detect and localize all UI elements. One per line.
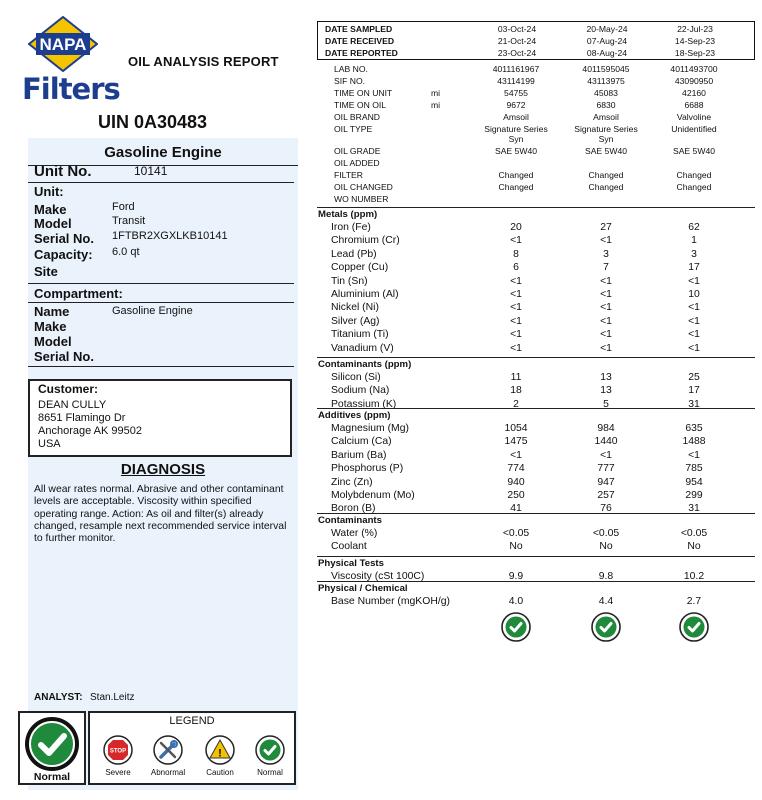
date-row — [318, 36, 754, 48]
section-divider — [317, 581, 755, 582]
divider — [28, 283, 294, 284]
sample-status-check-icon — [501, 612, 531, 642]
result-label: Aluminium (Al) — [331, 289, 399, 300]
capacity-label: Capacity: — [34, 247, 93, 262]
info-value: 4011161967 — [492, 64, 540, 74]
info-value: 43114199 — [497, 76, 535, 86]
info-unit: mi — [431, 100, 441, 110]
result-label: Boron (B) — [331, 503, 376, 515]
result-value: 41 — [510, 503, 522, 515]
serial-value: 1FTBR2XGXLKB10141 — [112, 230, 228, 242]
result-label: Viscosity (cSt 100C) — [331, 571, 425, 582]
result-value: <1 — [600, 329, 612, 341]
result-value: 1488 — [682, 436, 706, 448]
info-value: 54755 — [504, 88, 528, 98]
result-label: Vanadium (V) — [331, 342, 394, 354]
result-value: 20 — [510, 222, 522, 233]
result-value: 257 — [597, 490, 615, 501]
unit-title: Gasoline Engine — [104, 144, 222, 161]
info-row — [317, 112, 755, 124]
info-label: OIL GRADE — [334, 146, 381, 156]
wrench-icon — [153, 735, 183, 765]
result-label: Barium (Ba) — [331, 449, 387, 461]
section-divider — [317, 513, 755, 514]
result-value: 9.9 — [508, 571, 524, 582]
result-value: <1 — [510, 302, 522, 314]
info-value: 6688 — [684, 100, 704, 110]
divider — [28, 182, 294, 183]
result-value: <1 — [510, 449, 522, 461]
compartment-name-label: Name — [34, 304, 70, 319]
legend-label-severe: Severe — [105, 768, 131, 777]
result-row — [317, 262, 755, 275]
result-value: 299 — [685, 490, 703, 501]
result-value: 11 — [510, 372, 522, 383]
compartment-label: Compartment: — [34, 286, 123, 301]
result-row — [317, 249, 755, 262]
result-row — [317, 528, 755, 541]
result-value: <1 — [600, 449, 612, 461]
result-value: <1 — [600, 235, 612, 247]
result-value: 7 — [603, 262, 609, 274]
result-value: <1 — [600, 289, 612, 300]
result-row — [317, 541, 755, 554]
result-value: 13 — [600, 372, 612, 383]
result-row — [317, 329, 755, 342]
result-value: 774 — [507, 463, 525, 475]
info-value: Amsoil — [593, 112, 619, 122]
date-value: 07-Aug-24 — [586, 36, 628, 46]
result-label: Copper (Cu) — [331, 262, 389, 274]
napa-filters-logo — [22, 16, 120, 106]
legend-label-caution: Caution — [206, 768, 234, 777]
result-value: <1 — [688, 275, 700, 287]
result-value: 984 — [597, 423, 615, 434]
result-value: <1 — [688, 329, 700, 341]
info-label: OIL ADDED — [334, 158, 380, 168]
site-label: Site — [34, 264, 58, 279]
legend-item-normal — [248, 735, 292, 785]
result-label: Calcium (Ca) — [331, 436, 392, 448]
result-label: Iron (Fe) — [331, 222, 371, 233]
result-value: No — [509, 541, 523, 553]
result-value: 1440 — [594, 436, 618, 448]
info-value: Changed — [676, 182, 712, 192]
result-value: 76 — [600, 503, 612, 515]
legend-item-caution — [198, 735, 242, 785]
logo-product-text: Filters — [22, 72, 120, 106]
info-value: Changed — [676, 170, 712, 180]
date-value: 20-May-24 — [586, 24, 628, 34]
legend-label-abnormal: Abnormal — [150, 768, 186, 777]
info-label: LAB NO. — [334, 64, 368, 74]
result-label: Zinc (Zn) — [331, 476, 373, 488]
date-value: 14-Sep-23 — [674, 36, 716, 46]
result-row — [317, 463, 755, 476]
info-row — [317, 182, 755, 194]
info-value: SAE 5W40 — [672, 146, 716, 156]
info-unit: mi — [431, 88, 441, 98]
info-label: WO NUMBER — [334, 194, 389, 204]
result-value: 4.4 — [598, 596, 614, 607]
result-value: 6 — [513, 262, 519, 274]
legend-label-normal: Normal — [257, 768, 283, 777]
section-divider — [317, 207, 755, 208]
result-label: Silicon (Si) — [331, 372, 381, 383]
stop-icon — [103, 735, 133, 765]
info-value: 9672 — [506, 100, 526, 110]
result-value: 2.7 — [686, 596, 702, 607]
result-row — [317, 450, 755, 463]
info-value: Syn — [598, 134, 614, 144]
result-row — [317, 423, 755, 436]
result-row — [317, 477, 755, 490]
customer-city-line: Anchorage AK 99502 — [38, 425, 142, 437]
compartment-serial-label: Serial No. — [34, 349, 94, 364]
info-value: 4011595045 — [582, 64, 630, 74]
info-label: TIME ON UNIT — [334, 88, 393, 98]
date-value: 21-Oct-24 — [497, 36, 537, 46]
customer-box — [28, 379, 292, 457]
section-title: Metals (ppm) — [318, 209, 378, 220]
info-row — [317, 64, 755, 76]
compartment-model-label: Model — [34, 334, 72, 349]
section-divider — [317, 556, 755, 557]
result-value: 31 — [688, 503, 700, 515]
info-value: Changed — [588, 170, 624, 180]
svg-text:!: ! — [218, 747, 222, 760]
result-value: <1 — [600, 315, 612, 327]
make-value: Ford — [112, 201, 135, 213]
legend-box — [88, 711, 296, 785]
date-row — [318, 48, 754, 60]
result-row — [317, 490, 755, 503]
result-value: 3 — [691, 248, 697, 260]
date-table — [317, 21, 755, 60]
info-label: OIL CHANGED — [334, 182, 393, 192]
result-row — [317, 235, 755, 248]
info-label: OIL TYPE — [334, 124, 373, 134]
info-value: Unidentified — [671, 124, 717, 134]
date-value: 03-Oct-24 — [497, 24, 537, 34]
analyst-name: Stan.Leitz — [90, 692, 135, 703]
result-value: <1 — [600, 302, 612, 314]
result-row — [317, 372, 755, 385]
legend-title: LEGEND — [169, 715, 215, 727]
result-value: <1 — [510, 329, 522, 341]
unit-no-label: Unit No. — [34, 163, 92, 180]
unit-no-value: 10141 — [134, 164, 168, 178]
info-value: Changed — [498, 170, 534, 180]
result-value: 250 — [507, 490, 525, 501]
sample-status-check-icon — [679, 612, 709, 642]
result-label: Sodium (Na) — [331, 385, 390, 397]
info-row — [317, 88, 755, 100]
result-value: 31 — [688, 398, 700, 410]
date-received-label: DATE RECEIVED — [325, 36, 395, 46]
result-value: 10 — [688, 289, 700, 300]
legend-item-severe — [96, 735, 140, 785]
info-row — [317, 76, 755, 88]
section-divider — [317, 408, 755, 409]
legend-item-abnormal — [146, 735, 190, 785]
overall-status-label: Normal — [33, 771, 71, 783]
info-label: OIL BRAND — [334, 112, 381, 122]
compartment-name-value: Gasoline Engine — [112, 305, 193, 317]
date-sampled-label: DATE SAMPLED — [325, 24, 393, 34]
result-value: 1 — [691, 235, 697, 247]
result-value: 1054 — [504, 423, 528, 434]
date-reported-label: DATE REPORTED — [325, 48, 398, 58]
info-row — [317, 100, 755, 112]
result-value: 1475 — [504, 436, 528, 448]
model-label: Model — [34, 216, 72, 231]
result-value: 10.2 — [683, 571, 705, 582]
customer-name: DEAN CULLY — [38, 399, 107, 411]
result-value: 25 — [688, 372, 700, 383]
result-label: Potassium (K) — [331, 398, 397, 410]
info-row — [317, 194, 755, 206]
logo-brand-text: NAPA — [39, 35, 87, 54]
result-row — [317, 596, 755, 609]
result-value: <1 — [510, 235, 522, 247]
result-value: 954 — [685, 476, 703, 488]
result-value: <1 — [510, 289, 522, 300]
compartment-make-label: Make — [34, 319, 67, 334]
info-value: Changed — [498, 182, 534, 192]
result-value: <1 — [510, 342, 522, 354]
result-label: Chromium (Cr) — [331, 235, 400, 247]
info-value: SAE 5W40 — [494, 146, 538, 156]
overall-status-box — [18, 711, 86, 785]
result-row — [317, 503, 755, 516]
result-label: Phosphorus (P) — [331, 463, 404, 475]
section-title: Physical Tests — [318, 558, 384, 569]
result-row — [317, 289, 755, 302]
info-row — [317, 170, 755, 182]
result-value: <1 — [600, 275, 612, 287]
result-value: 17 — [688, 262, 700, 274]
svg-text:STOP: STOP — [109, 748, 127, 755]
report-title: OIL ANALYSIS REPORT — [128, 54, 279, 69]
result-value: 27 — [600, 222, 612, 233]
section-title: Physical / Chemical — [318, 583, 408, 594]
result-value: 5 — [603, 398, 609, 410]
result-value: <1 — [688, 449, 700, 461]
section-divider — [317, 357, 755, 358]
result-value: <0.05 — [502, 528, 530, 539]
result-row — [317, 222, 755, 235]
result-label: Lead (Pb) — [331, 248, 377, 260]
result-value: 777 — [597, 463, 615, 475]
result-value: 8 — [513, 248, 519, 260]
result-value: 635 — [685, 423, 703, 434]
info-value: Amsoil — [503, 112, 529, 122]
result-label: Coolant — [331, 541, 367, 553]
make-label: Make — [34, 202, 67, 217]
section-title: Additives (ppm) — [318, 410, 391, 421]
result-value: No — [599, 541, 613, 553]
result-row — [317, 436, 755, 449]
result-value: <1 — [600, 342, 612, 354]
result-value: 947 — [597, 476, 615, 488]
result-value: <1 — [510, 315, 522, 327]
date-value: 18-Sep-23 — [674, 48, 716, 58]
info-value: Signature Series — [574, 124, 638, 134]
date-value: 23-Oct-24 — [497, 48, 537, 58]
result-label: Molybdenum (Mo) — [331, 490, 415, 501]
result-value: <1 — [688, 302, 700, 314]
result-label: Water (%) — [331, 528, 378, 539]
result-value: <1 — [510, 275, 522, 287]
customer-country-line: USA — [38, 438, 61, 450]
result-value: 940 — [507, 476, 525, 488]
result-value: <1 — [688, 315, 700, 327]
unit-section-label: Unit: — [34, 184, 64, 199]
check-icon — [255, 735, 285, 765]
serial-label: Serial No. — [34, 231, 94, 246]
diagnosis-title: DIAGNOSIS — [120, 461, 206, 478]
date-value: 08-Aug-24 — [586, 48, 628, 58]
date-row — [318, 24, 754, 36]
info-label: TIME ON OIL — [334, 100, 387, 110]
info-value: 4011493700 — [670, 64, 718, 74]
result-label: Tin (Sn) — [331, 275, 368, 287]
info-row — [317, 158, 755, 170]
result-value: 13 — [600, 385, 612, 397]
info-value: Changed — [588, 182, 624, 192]
customer-address-line: 8651 Flamingo Dr — [38, 412, 126, 424]
model-value: Transit — [112, 215, 146, 227]
result-label: Base Number (mgKOH/g) — [331, 596, 450, 607]
info-value: Valvoline — [676, 112, 712, 122]
napa-diamond-logo — [28, 16, 98, 72]
result-label: Silver (Ag) — [331, 315, 380, 327]
info-value: 42160 — [682, 88, 706, 98]
result-value: 785 — [685, 463, 703, 475]
result-value: 4.0 — [508, 596, 524, 607]
result-value: 2 — [513, 398, 519, 410]
result-value: <0.05 — [592, 528, 620, 539]
result-value: No — [687, 541, 701, 553]
info-value: Syn — [508, 134, 524, 144]
customer-title: Customer: — [38, 382, 99, 396]
info-label: FILTER — [334, 170, 363, 180]
analyst-label: ANALYST: — [34, 692, 83, 703]
result-label: Titanium (Ti) — [331, 329, 389, 341]
result-row — [317, 276, 755, 289]
warning-icon — [205, 735, 235, 765]
result-value: 9.8 — [598, 571, 614, 582]
capacity-value: 6.0 qt — [112, 246, 140, 258]
divider — [28, 302, 294, 303]
divider — [28, 366, 294, 367]
result-value: 17 — [688, 385, 700, 397]
result-value: <1 — [688, 342, 700, 354]
result-value: 62 — [688, 222, 700, 233]
result-value: <0.05 — [680, 528, 708, 539]
section-title: Contaminants — [318, 515, 382, 526]
result-row — [317, 302, 755, 315]
result-row — [317, 385, 755, 398]
result-label: Magnesium (Mg) — [331, 423, 409, 434]
diagnosis-text: All wear rates normal. Abrasive and other contaminant levels are acceptable. Viscosity within specified operating range. Action: As oil and filter(s) already changed, resample next recommended service interval to further monitor. — [34, 484, 287, 545]
uin-label: UIN 0A30483 — [98, 112, 208, 132]
info-value: 43090950 — [674, 76, 714, 86]
info-value: 45083 — [594, 88, 618, 98]
info-value: 43113975 — [587, 76, 625, 86]
section-title: Contaminants (ppm) — [318, 359, 412, 370]
info-label: SIF NO. — [334, 76, 366, 86]
date-value: 22-Jul-23 — [677, 24, 713, 34]
result-row — [317, 343, 755, 356]
overall-status-check-icon — [25, 717, 79, 771]
result-value: 3 — [603, 248, 609, 260]
result-value: 18 — [510, 385, 522, 397]
info-row — [317, 146, 755, 158]
info-value: SAE 5W40 — [584, 146, 628, 156]
info-value: 6830 — [596, 100, 616, 110]
result-row — [317, 316, 755, 329]
result-label: Nickel (Ni) — [331, 302, 379, 314]
sample-status-check-icon — [591, 612, 621, 642]
info-row — [317, 134, 755, 146]
info-value: Signature Series — [484, 124, 548, 134]
